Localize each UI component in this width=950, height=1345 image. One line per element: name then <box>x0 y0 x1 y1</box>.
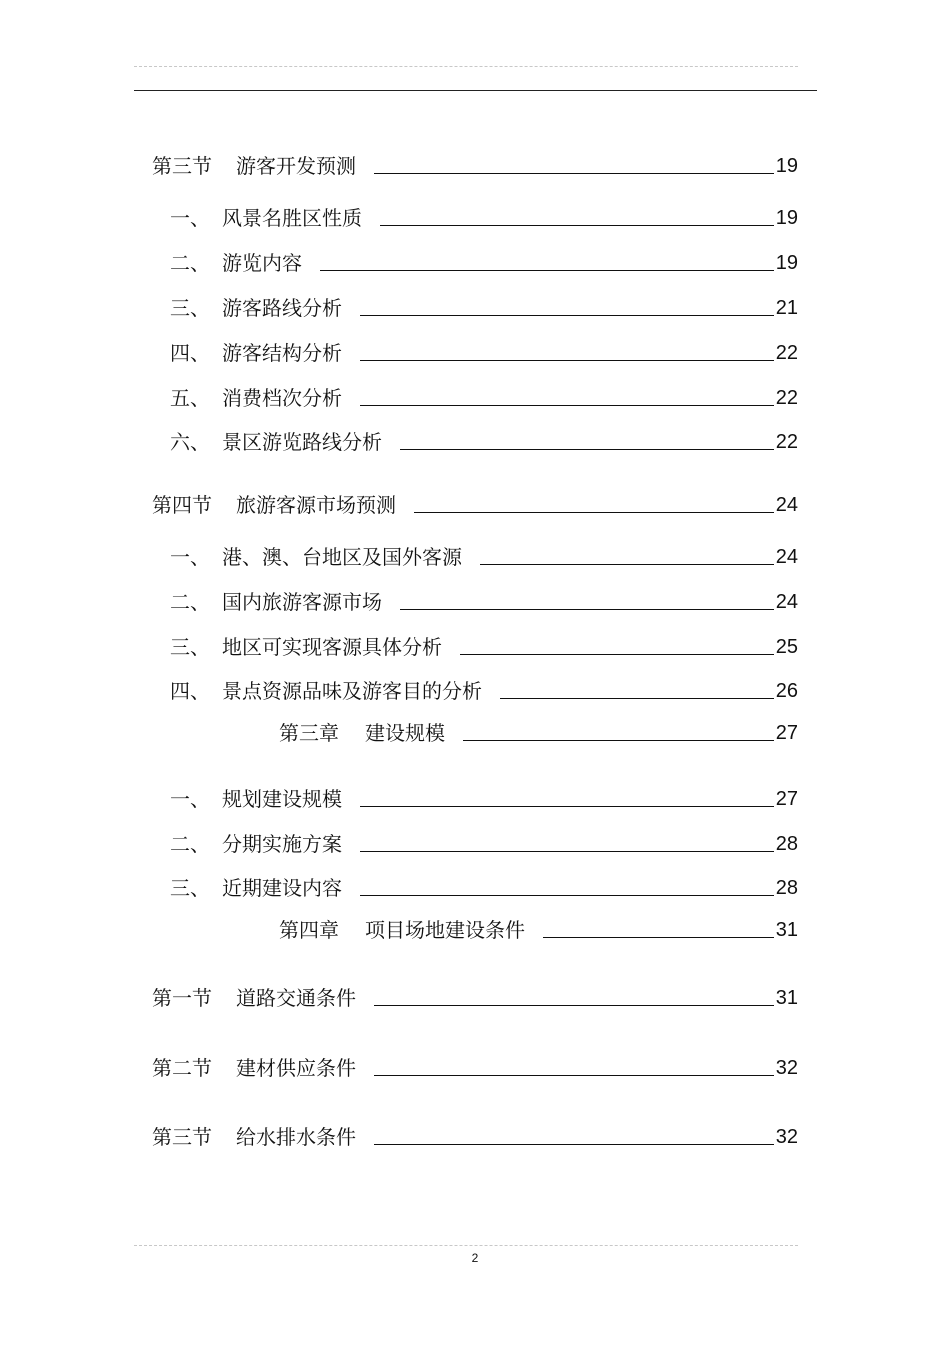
toc-entry-title: 消费档次分析 <box>222 386 342 410</box>
toc-entry[interactable] <box>170 584 798 614</box>
toc-entry-page: 21 <box>775 297 798 319</box>
toc-entry-page: 31 <box>775 919 798 941</box>
toc-entry[interactable] <box>170 870 798 900</box>
toc-entry-title: 游览内容 <box>222 251 302 275</box>
toc-leader-line <box>374 173 774 174</box>
toc-entry-page: 22 <box>775 342 798 364</box>
page-number: 2 <box>471 1251 479 1265</box>
toc-entry[interactable] <box>170 200 798 230</box>
toc-entry-title: 近期建设内容 <box>222 876 342 900</box>
toc-entry-title: 景点资源品味及游客目的分析 <box>222 679 482 703</box>
toc-leader-line <box>400 609 774 610</box>
toc-entry-title: 分期实施方案 <box>222 832 342 856</box>
toc-entry-number: 五、 <box>170 386 210 410</box>
toc-entry-number: 四、 <box>170 341 210 365</box>
toc-entry-number: 第四节 <box>152 493 212 517</box>
toc-entry-number: 二、 <box>170 832 210 856</box>
toc-entry[interactable] <box>170 826 798 856</box>
toc-entry-title: 规划建设规模 <box>222 787 342 811</box>
toc-entry-title: 道路交通条件 <box>236 986 356 1010</box>
toc-leader-line <box>500 698 774 699</box>
toc-entry-number: 第四章 <box>279 918 339 942</box>
toc-entry[interactable] <box>152 1050 798 1080</box>
toc-leader-line <box>480 564 774 565</box>
toc-entry-number: 六、 <box>170 430 210 454</box>
toc-leader-line <box>320 270 774 271</box>
toc-entry-title: 景区游览路线分析 <box>222 430 382 454</box>
toc-leader-line <box>380 225 774 226</box>
toc-entry[interactable] <box>152 148 798 178</box>
toc-entry-number: 第一节 <box>152 986 212 1010</box>
toc-entry-page: 32 <box>775 1057 798 1079</box>
toc-entry-page: 24 <box>775 591 798 613</box>
toc-entry-title: 游客结构分析 <box>222 341 342 365</box>
toc-entry-number: 四、 <box>170 679 210 703</box>
toc-leader-line <box>360 315 774 316</box>
toc-entry-number: 三、 <box>170 876 210 900</box>
toc-entry[interactable] <box>152 1119 798 1149</box>
toc-leader-line <box>374 1075 774 1076</box>
toc-leader-line <box>374 1005 774 1006</box>
toc-entry[interactable] <box>170 424 798 454</box>
toc-entry-number: 第三章 <box>279 721 339 745</box>
toc-entry-title: 旅游客源市场预测 <box>236 493 396 517</box>
header-dashed-rule <box>134 66 798 67</box>
toc-entry[interactable] <box>152 487 798 517</box>
toc-entry-number: 一、 <box>170 787 210 811</box>
toc-entry[interactable] <box>170 539 798 569</box>
toc-entry-title: 建设规模 <box>365 721 445 745</box>
toc-entry-page: 22 <box>775 431 798 453</box>
toc-entry-title: 建材供应条件 <box>236 1056 356 1080</box>
toc-entry[interactable] <box>170 673 798 703</box>
toc-entry-page: 22 <box>775 387 798 409</box>
toc-entry-page: 19 <box>775 155 798 177</box>
toc-entry-page: 32 <box>775 1126 798 1148</box>
toc-leader-line <box>460 654 774 655</box>
toc-entry-title: 地区可实现客源具体分析 <box>222 635 442 659</box>
toc-entry-number: 一、 <box>170 545 210 569</box>
toc-entry-number: 三、 <box>170 635 210 659</box>
toc-leader-line <box>360 895 774 896</box>
toc-entry-title: 风景名胜区性质 <box>222 206 362 230</box>
toc-entry[interactable] <box>279 715 798 745</box>
toc-entry-number: 第三节 <box>152 1125 212 1149</box>
toc-entry-page: 24 <box>775 494 798 516</box>
toc-entry-number: 第三节 <box>152 154 212 178</box>
toc-leader-line <box>374 1144 774 1145</box>
toc-entry-page: 24 <box>775 546 798 568</box>
toc-leader-line <box>360 360 774 361</box>
toc-leader-line <box>414 512 774 513</box>
toc-entry-number: 二、 <box>170 590 210 614</box>
toc-leader-line <box>360 806 774 807</box>
toc-entry[interactable] <box>170 629 798 659</box>
toc-entry[interactable] <box>170 380 798 410</box>
toc-entry-number: 三、 <box>170 296 210 320</box>
toc-entry-title: 游客开发预测 <box>236 154 356 178</box>
toc-entry[interactable] <box>152 980 798 1010</box>
toc-entry-page: 25 <box>775 636 798 658</box>
toc-entry-page: 31 <box>775 987 798 1009</box>
header-rule <box>134 90 817 91</box>
toc-leader-line <box>543 937 774 938</box>
toc-entry-page: 19 <box>775 252 798 274</box>
toc-leader-line <box>400 449 774 450</box>
footer-dashed-rule <box>134 1245 798 1246</box>
toc-entry[interactable] <box>279 912 798 942</box>
toc-leader-line <box>463 740 774 741</box>
toc-entry-page: 28 <box>775 833 798 855</box>
toc-entry[interactable] <box>170 290 798 320</box>
toc-entry[interactable] <box>170 245 798 275</box>
toc-entry-page: 27 <box>775 722 798 744</box>
toc-entry[interactable] <box>170 781 798 811</box>
toc-entry-title: 国内旅游客源市场 <box>222 590 382 614</box>
toc-entry-number: 二、 <box>170 251 210 275</box>
toc-entry-page: 28 <box>775 877 798 899</box>
toc-entry-title: 游客路线分析 <box>222 296 342 320</box>
toc-entry-number: 第二节 <box>152 1056 212 1080</box>
toc-leader-line <box>360 851 774 852</box>
toc-entry-page: 19 <box>775 207 798 229</box>
toc-entry-page: 27 <box>775 788 798 810</box>
toc-leader-line <box>360 405 774 406</box>
toc-entry-title: 给水排水条件 <box>236 1125 356 1149</box>
toc-entry[interactable] <box>170 335 798 365</box>
toc-entry-page: 26 <box>775 680 798 702</box>
toc-entry-title: 港、澳、台地区及国外客源 <box>222 545 462 569</box>
toc-entry-title: 项目场地建设条件 <box>365 918 525 942</box>
toc-entry-number: 一、 <box>170 206 210 230</box>
